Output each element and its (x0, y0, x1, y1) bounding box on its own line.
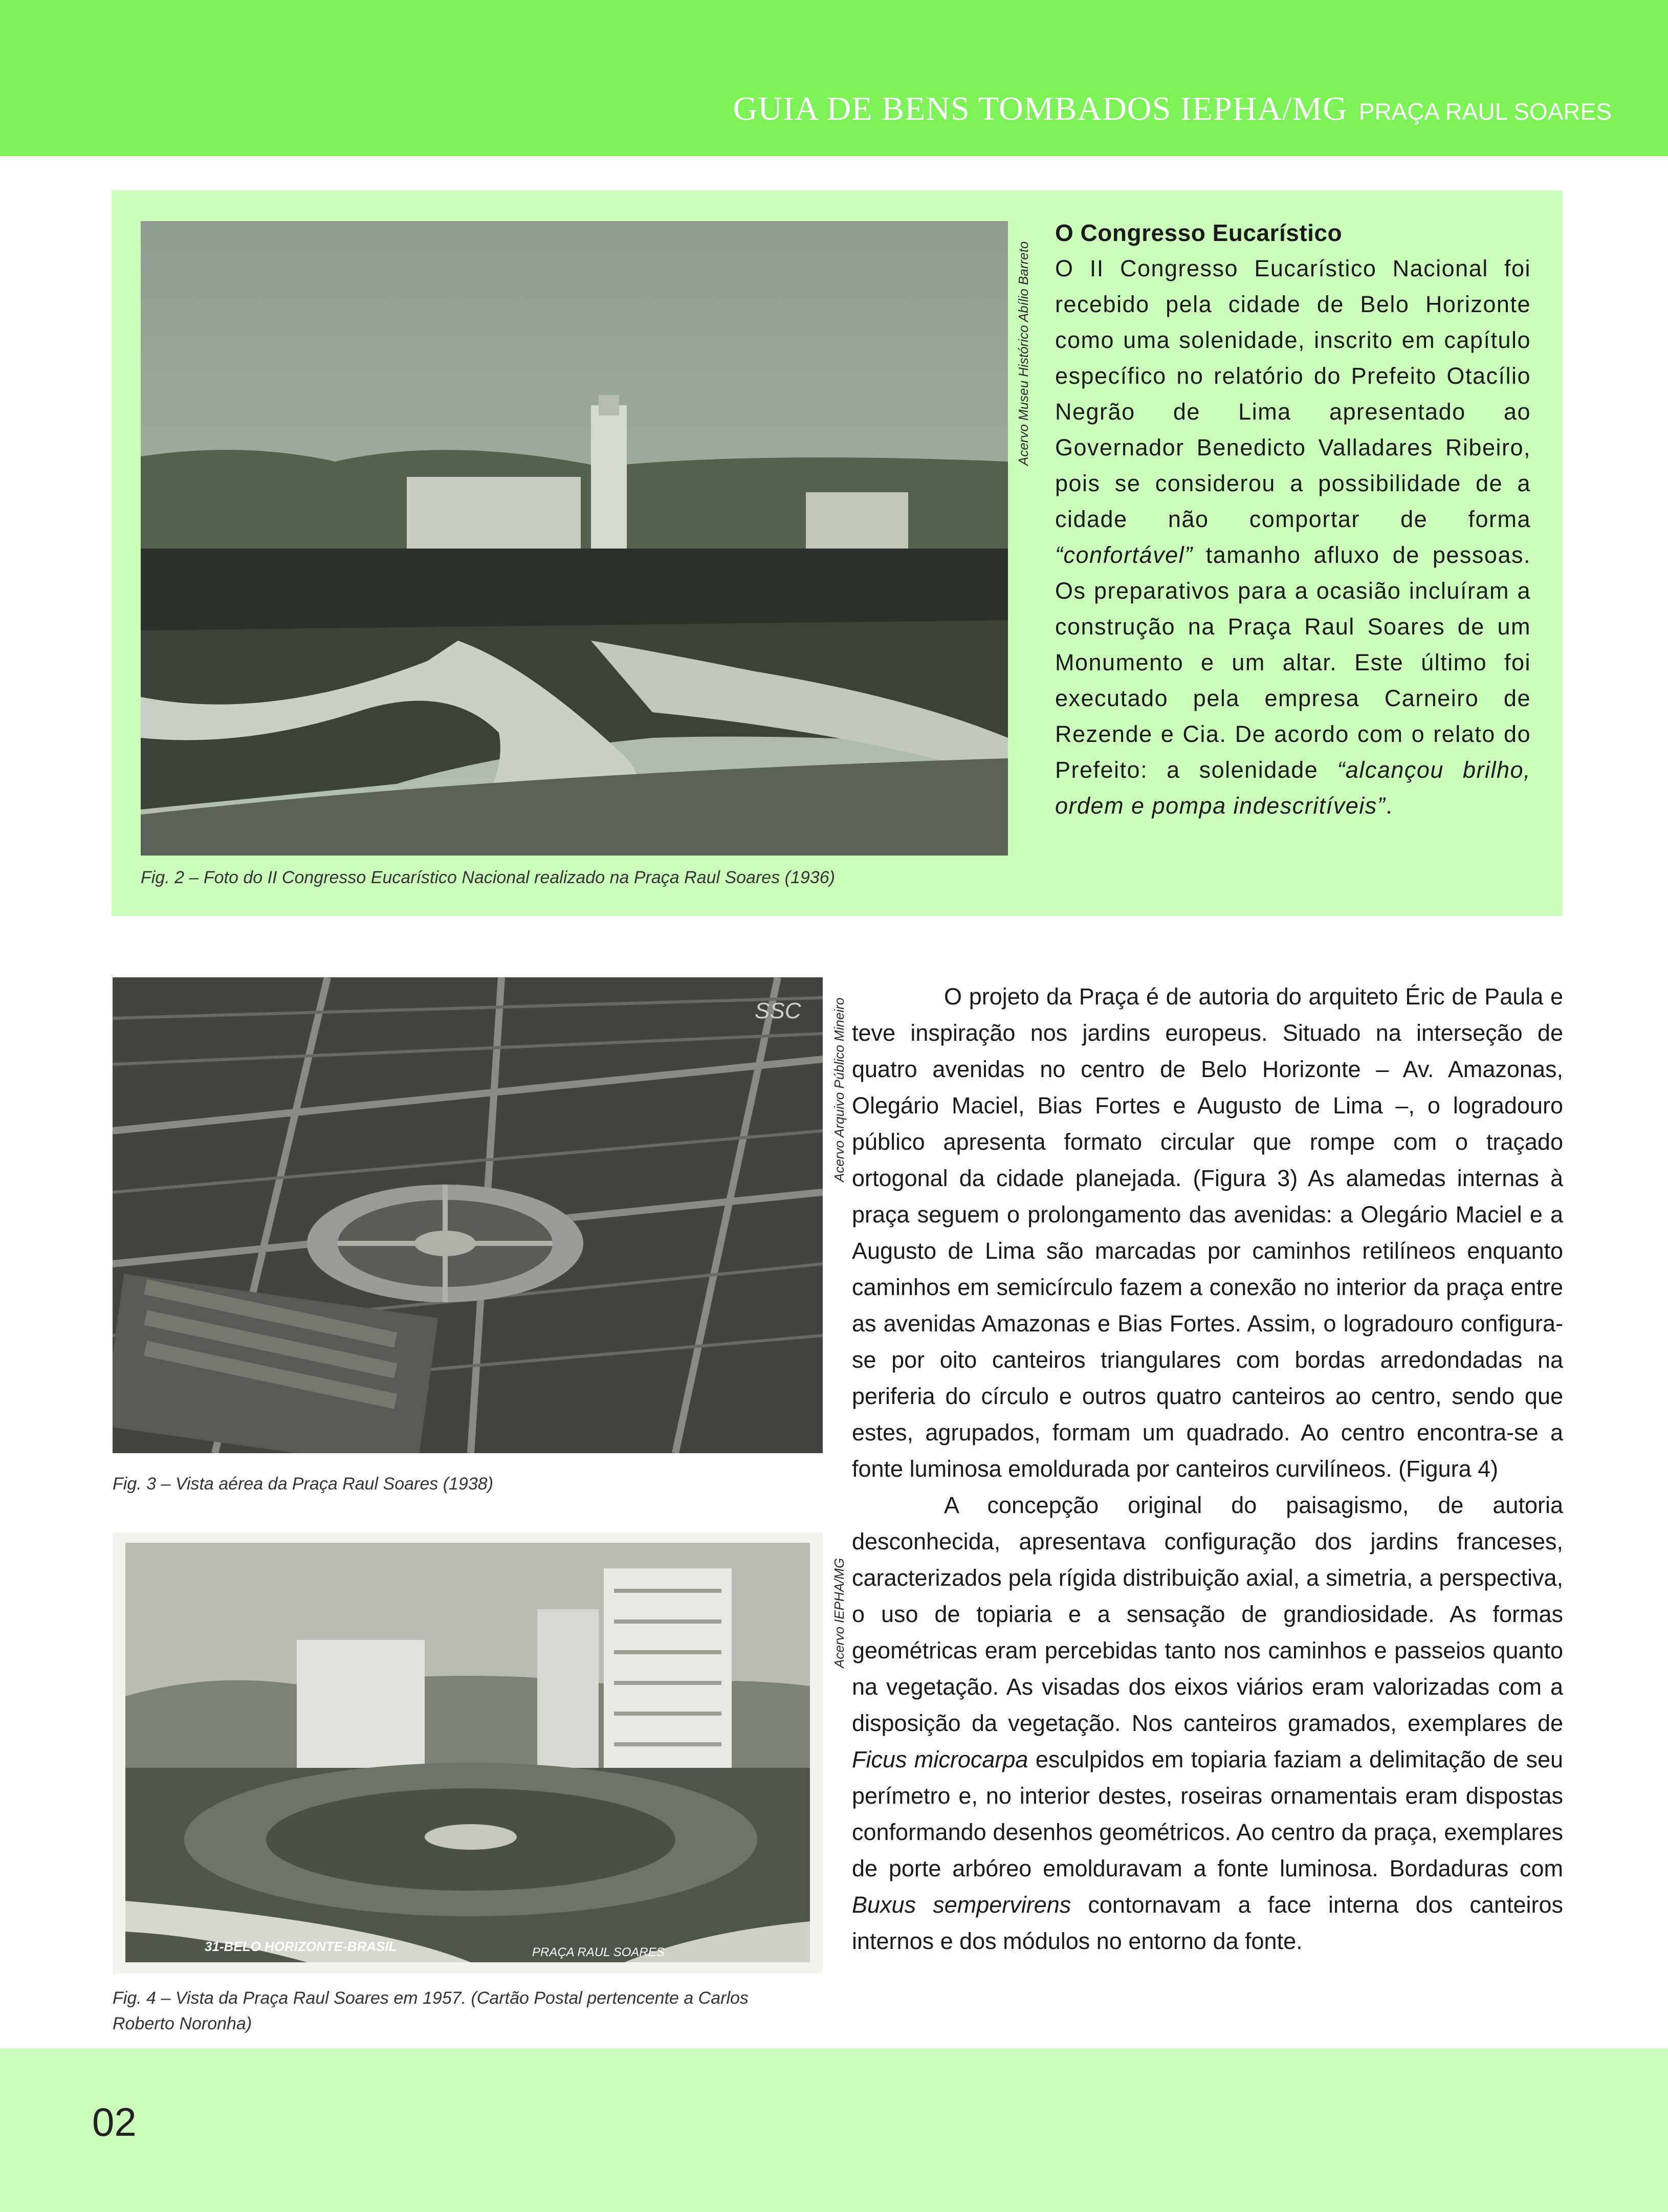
header-title (733, 90, 1612, 128)
header-bar (0, 0, 1668, 156)
fig4-credit: Acervo IEPHA/MG (831, 1558, 847, 1668)
body-paragraph-1: O projeto da Praça é de autoria do arquiteto Éric de Paula e teve inspiração nos jardins europeus. Situado na interseção de quatro avenidas no centro de Belo Horizonte – Av. Amazonas, Olegário Maciel, Bias Fortes e Augusto de Lima –, o logradouro público apresenta formato circular que rompe com o traçado ortogonal da cidade planejada. (Figura 3) As alamedas internas à praça seguem o prolongamento das avenidas: a Olegário Maciel e a Augusto de Lima são marcadas por caminhos retilíneos enquanto caminhos em semicírculo fazem a conexão no interior da praça entre as avenidas Amazonas e Bias Fortes. Assim, o logradouro configura-se por oito canteiros triangulares com bordas arredondadas na periferia do círculo e outros quatro canteiros ao centro, sendo que estes, agrupados, formam um quadrado. Ao centro encontra-se a fonte luminosa emoldurada por canteiros curvilíneos. (Figura 4) (852, 983, 1563, 1482)
quote-brilho: “alcançou brilho, ordem e pompa indescritíveis” (1055, 757, 1531, 819)
congress-heading: O Congresso Eucarístico (1055, 220, 1343, 246)
ficus-species: Ficus microcarpa (852, 1746, 1028, 1772)
fig3-photo-mark: SSC (755, 998, 801, 1023)
fig4-photo-mark-left: 31-BELO HORIZONTE-BRASIL (205, 1939, 397, 1954)
fig2-photo (141, 221, 1008, 856)
congress-paragraph: O II Congresso Eucarístico Nacional foi recebido pela cidade de Belo Horizonte como uma solenidade, inscrito em capítulo específico no relatório do Prefeito Otacílio Negrão de Lima apresentado ao Governador Benedicto Valladares Ribeiro, pois se considerou a possibilidade de a cidade não comportar de forma “confortável” tamanho afluxo de pessoas. Os preparativos para a ocasião incluíram a construção na Praça Raul Soares de um Monumento e um altar. Este último foi executado pela empresa Carneiro de Rezende e Cia. De acordo com o relato do Prefeito: a solenidade “alcançou brilho, ordem e pompa indescritíveis”. (1055, 255, 1531, 819)
quote-confortavel: “confortável” (1055, 542, 1193, 568)
buxus-species: Buxus sempervirens (852, 1892, 1071, 1918)
fig2-credit: Acervo Museu Histórico Abílio Barreto (1016, 241, 1031, 466)
body-text (852, 978, 1563, 1959)
footer-bar (0, 2048, 1668, 2212)
fig3-photo (113, 977, 823, 1453)
fig4-caption: Fig. 4 – Vista da Praça Raul Soares em 1957. (Cartão Postal pertencente a Carlos Roberto Noronha) (113, 1988, 749, 2033)
guide-title: GUIA DE BENS TOMBADOS IEPHA/MG (733, 90, 1348, 127)
section-title: PRAÇA RAUL SOARES (1358, 98, 1612, 125)
fig3-caption: Fig. 3 – Vista aérea da Praça Raul Soares (1938) (113, 1474, 494, 1494)
congress-text-block (1055, 215, 1531, 824)
fig4-photo-mark-right: PRAÇA RAUL SOARES (532, 1945, 665, 1959)
page-number: 02 (92, 2099, 137, 2144)
fig3-credit: Acervo Arquivo Público Mineiro (831, 997, 847, 1182)
fig2-caption: Fig. 2 – Foto do II Congresso Eucarístico Nacional realizado na Praça Raul Soares (1936) (141, 868, 835, 887)
body-paragraph-2: A concepção original do paisagismo, de autoria desconhecida, apresentava configuração dos jardins franceses, caracterizados pela rígida distribuição axial, a simetria, a perspectiva, o uso de topiaria e a sensação de grandiosidade. As formas geométricas eram percebidas tanto nos caminhos e passeios quanto na vegetação. As visadas dos eixos viários eram valorizadas com a disposição da vegetação. Nos canteiros gramados, exemplares de Ficus microcarpa esculpidos em topiaria faziam a delimitação de seu perímetro e, no interior destes, roseiras ornamentais eram dispostas conformando desenhos geométricos. Ao centro da praça, exemplares de porte arbóreo emolduravam a fonte luminosa. Bordaduras com Buxus sempervirens contornavam a face interna dos canteiros internos e dos módulos no entorno da fonte. (852, 1492, 1563, 1954)
fig4-photo (113, 1532, 823, 1974)
